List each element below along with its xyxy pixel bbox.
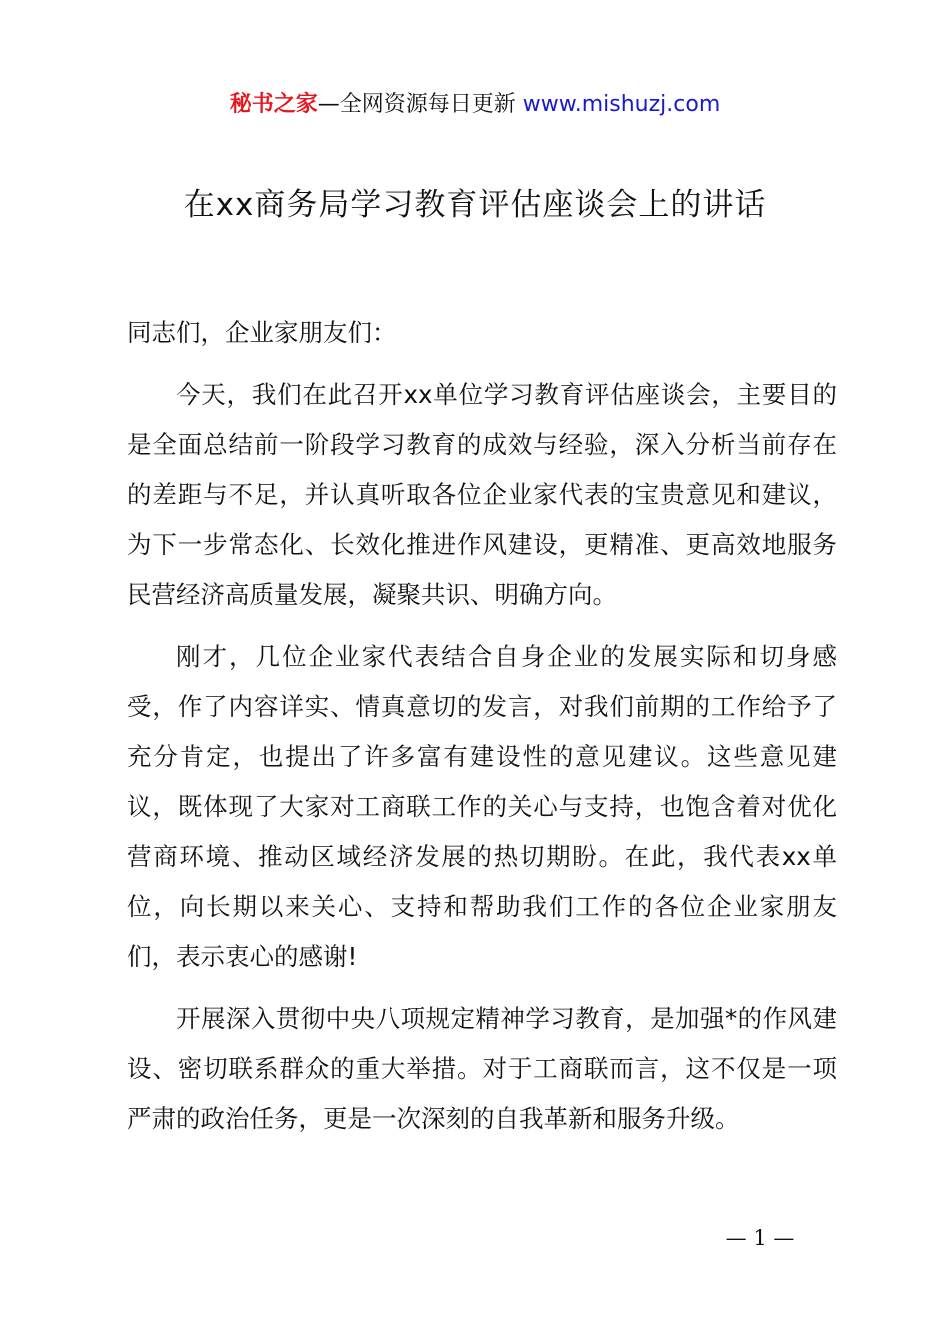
site-url-link[interactable]: www.mishuzj.com — [522, 92, 721, 117]
page-number: — 1 — — [725, 1226, 795, 1250]
site-slogan: —全网资源每日更新 — [317, 92, 523, 117]
paragraph-1: 今天，我们在此召开xx单位学习教育评估座谈会，主要目的是全面总结前一阶段学习教育的成效与经验，深入分析当前存在的差距与不足，并认真听取各位企业家代表的宝贵意见和建议，为下一步常态化、长效化推进作风建设，更精准、更高效地服务民营经济高质量发展，凝聚共识、明确方向。 — [127, 380, 837, 609]
paragraph-3: 开展深入贯彻中央八项规定精神学习教育，是加强*的作风建设、密切联系群众的重大举措。对于工商联而言，这不仅是一项严肃的政治任务，更是一次深刻的自我革新和服务升级。 — [127, 1004, 837, 1133]
document-title: 在xx商务局学习教育评估座谈会上的讲话 — [183, 187, 767, 223]
document-body — [127, 308, 837, 1156]
paragraph-2: 刚才，几位企业家代表结合自身企业的发展实际和切身感受，作了内容详实、情真意切的发言，对我们前期的工作给予了充分肯定，也提出了许多富有建设性的意见建议。这些意见建议，既体现了大家对工商联工作的关心与支持，也饱含着对优化营商环境、推动区域经济发展的热切期盼。在此，我代表xx单位，向长期以来关心、支持和帮助我们工作的各位企业家朋友们，表示衷心的感谢! — [127, 642, 837, 971]
site-brand: 秘书之家 — [229, 92, 318, 117]
site-header — [0, 88, 950, 122]
greeting: 同志们，企业家朋友们： — [127, 318, 397, 347]
